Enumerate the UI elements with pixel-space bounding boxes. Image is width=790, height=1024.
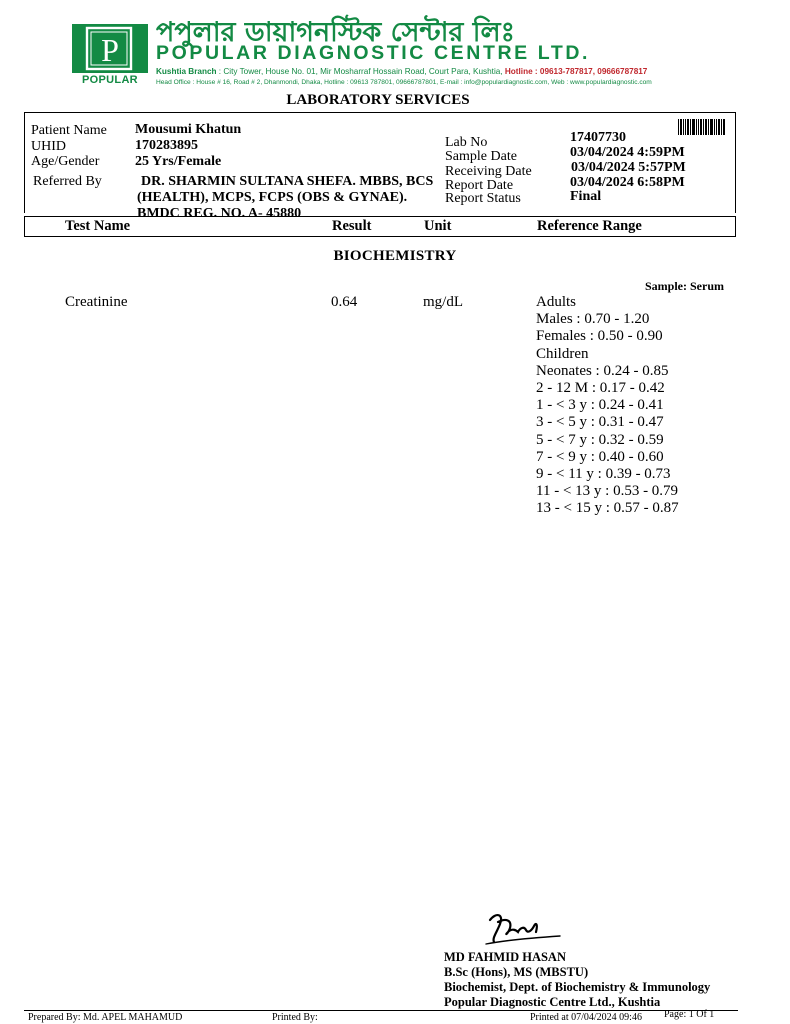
department-title: BIOCHEMISTRY: [333, 248, 457, 264]
printed-by: Printed By:: [272, 1012, 318, 1023]
signatory-degree: B.Sc (Hons), MS (MBSTU): [444, 965, 589, 979]
reference-range-line: Neonates : 0.24 - 0.85: [536, 362, 669, 379]
referred-by-line-2: (HEALTH), MCPS, FCPS (OBS & GYNAE).: [137, 190, 408, 205]
column-header-unit: Unit: [424, 218, 452, 234]
uhid-label: UHID: [31, 139, 66, 154]
reference-range-line: 7 - < 9 y : 0.40 - 0.60: [536, 448, 664, 465]
patient-info-box: [24, 112, 736, 221]
report-date-value: 03/04/2024 6:58PM: [570, 175, 685, 190]
reference-range-line: Adults: [536, 294, 577, 310]
company-logo: [72, 24, 148, 88]
sample-type: Sample: Serum: [645, 279, 724, 293]
reference-range-line: 9 - < 11 y : 0.39 - 0.73: [536, 466, 671, 483]
patient-name-label: Patient Name: [31, 123, 107, 138]
handwritten-signature: [482, 908, 562, 950]
signatory-designation: Biochemist, Dept. of Biochemistry & Immunology: [444, 980, 711, 994]
sample-date-value: 03/04/2024 4:59PM: [570, 145, 685, 160]
svg-text:P: P: [101, 32, 119, 68]
lab-no-value: 17407730: [570, 130, 626, 145]
test-result: 0.64: [331, 294, 358, 310]
receiving-date-label: Receiving Date: [445, 164, 532, 179]
reference-range-line: 5 - < 7 y : 0.32 - 0.59: [536, 431, 664, 448]
report-status-value: Final: [570, 189, 602, 204]
logo-text: POPULAR: [82, 74, 138, 86]
reference-range-line: 3 - < 5 y : 0.31 - 0.47: [536, 414, 664, 431]
printed-at: Printed at 07/04/2024 09:46: [530, 1012, 642, 1023]
test-name: Creatinine: [65, 294, 128, 310]
test-unit: mg/dL: [423, 294, 463, 310]
branch-address-line: [156, 66, 647, 77]
column-header-test-name: Test Name: [65, 218, 131, 234]
signatory-organization: Popular Diagnostic Centre Ltd., Kushtia: [444, 995, 661, 1009]
logo-emblem: [72, 24, 148, 73]
age-gender-value: 25 Yrs/Female: [135, 154, 222, 169]
report-date-label: Report Date: [445, 178, 514, 193]
branch-label: Kushtia Branch: [156, 67, 217, 76]
column-header-reference-range: Reference Range: [537, 218, 642, 234]
patient-name-value: Mousumi Khatun: [135, 122, 242, 137]
sample-date-label: Sample Date: [445, 149, 517, 164]
receiving-date-value: 03/04/2024 5:57PM: [571, 160, 686, 175]
reference-range-line: Females : 0.50 - 0.90: [536, 328, 663, 345]
reference-range-line: Children: [536, 345, 589, 362]
company-name-bengali: পপুলার ডায়াগনস্টিক সেন্টার লিঃ: [156, 17, 515, 48]
footer-divider: [24, 1010, 738, 1011]
branch-address: : City Tower, House No. 01, Mir Mosharraf Hossain Road, Court Para, Kushtia,: [216, 67, 505, 76]
results-table-header: [24, 216, 736, 237]
company-name-english: POPULAR DIAGNOSTIC CENTRE LTD.: [156, 42, 591, 64]
reference-range-line: 13 - < 15 y : 0.57 - 0.87: [536, 500, 679, 517]
page-number: Page: 1 Of 1: [664, 1009, 715, 1020]
referred-by-line-1: DR. SHARMIN SULTANA SHEFA. MBBS, BCS: [141, 174, 434, 189]
column-header-result: Result: [332, 218, 372, 234]
signatory-block: [444, 950, 710, 1010]
age-gender-label: Age/Gender: [31, 154, 100, 169]
referred-by-label: Referred By: [33, 174, 102, 189]
report-status-label: Report Status: [445, 191, 521, 206]
reference-range-line: 2 - 12 M : 0.17 - 0.42: [536, 380, 665, 397]
referred-by-line-3: BMDC REG. NO. A- 45880: [137, 206, 302, 221]
page-title: LABORATORY SERVICES: [286, 92, 470, 108]
reference-range-line: 1 - < 3 y : 0.24 - 0.41: [536, 397, 664, 414]
signatory-name: MD FAHMID HASAN: [444, 950, 566, 964]
barcode-icon: [678, 119, 726, 135]
head-office-line: Head Office : House # 16, Road # 2, Dhanmondi, Dhaka, Hotline : 09613 787801, 09666787801, E-mail : info@populardiagnostic.com, Web : www.populardiagnostic.com: [156, 79, 652, 86]
lab-no-label: Lab No: [445, 135, 488, 150]
branch-hotline: Hotline : 09613-787817, 09666787817: [504, 67, 648, 76]
logo-p-mark-icon: [72, 24, 148, 73]
prepared-by: Prepared By: Md. APEL MAHAMUD: [28, 1012, 183, 1023]
uhid-value: 170283895: [135, 138, 198, 153]
reference-range-list: [536, 294, 679, 518]
reference-range-line: 11 - < 13 y : 0.53 - 0.79: [536, 483, 679, 500]
reference-range-line: Males : 0.70 - 1.20: [536, 311, 650, 328]
